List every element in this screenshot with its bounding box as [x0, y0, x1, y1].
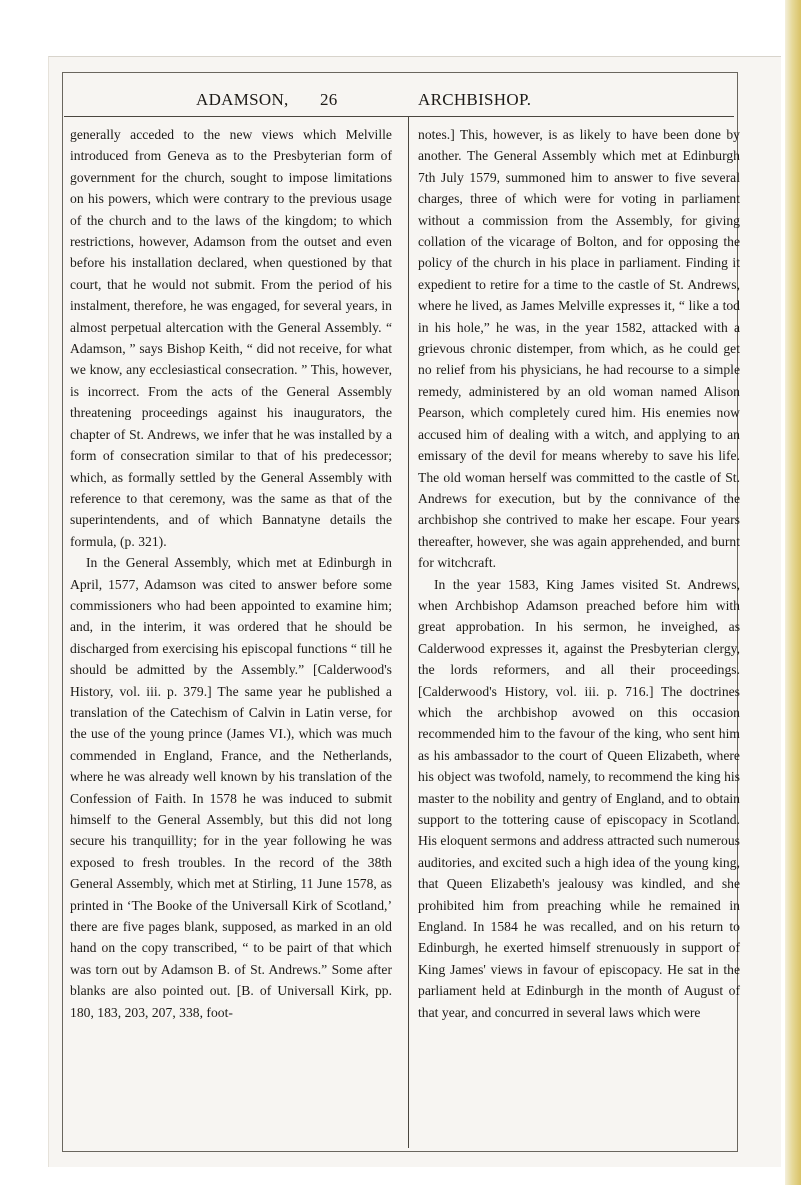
right-paragraph-2: In the year 1583, King James visited St. Andrews, when Archbishop Adamson preached before him with great approbation. In his sermon, he inveighed, as Calderwood expresses it, against the Presbyterian clergy, the lords reformers, and all their proceedings. [Calderwood's History, vol. iii. p. 716.] The doctrines which the archbishop avowed on this occasion recommended him to the favour of the king, who sent him as his ambassador to the court of Queen Elizabeth, where his object was twofold, namely, to recommend the king his master to the nobility and gentry of England, and to obtain support to the tottering cause of episcopacy in Scotland. His eloquent sermons and address attracted such numerous auditories, and excited such a high idea of the young king, that Queen Elizabeth's jealousy was kindled, and she prohibited him from preaching while he remained in England. In 1584 he was recalled, and on his return to Edinburgh, he exerted himself strenuously in support of King James' views in favour of episcopacy. He sat in the parliament held at Edinburgh in the month of August of that year, and concurred in several laws which were — [418, 576, 740, 1020]
column-divider — [408, 116, 409, 1148]
header-rule — [64, 116, 734, 117]
right-paragraph-1: notes.] This, however, is as likely to have been done by another. The General Assembly which met at Edinburgh 7th July 1579, summoned him to answer to five several charges, three of which were for voting in parliament without a commission from the Assembly, for giving collation of the vicarage of Bolton, and for opposing the policy of the church in his place in parliament. Finding it expedient to retire for a time to the castle of St. Andrews, where he lived, as James Melville expresses it, “ like a tod in his hole,” he was, in the year 1582, attacked with a grievous chronic distemper, from which, as he could get no relief from his physicians, he had recourse to a simple remedy, administered by an old woman named Alison Pearson, which completely cured him. His enemies now accused him of dealing with a witch, and applying to an emissary of the devil for means whereby to save his life. The old woman herself was committed to the castle of St. Andrews for execution, but by the connivance of the archbishop she contrived to make her escape. Four years thereafter, however, she was again apprehended, and burnt for witchcraft. — [418, 127, 740, 571]
right-column — [418, 124, 740, 1023]
book-edge — [785, 0, 801, 1185]
running-head-left: ADAMSON, — [196, 90, 289, 109]
running-head-right: ARCHBISHOP. — [418, 90, 532, 109]
left-paragraph-1: generally acceded to the new views which Melville introduced from Geneva as to the Presbyterian form of government for the church, sought to impose limitations on his powers, which were contrary to the previous usage of the church and to the laws of the kingdom; to which restrictions, however, Adamson from the outset and even before his installation declared, when questioned by that court, that he would not submit. From the period of his instalment, therefore, he was engaged, for several years, in almost perpetual altercation with the General Assembly. “ Adamson, ” says Bishop Keith, “ did not receive, for what we know, any ecclesiastical consecration. ” This, however, is incorrect. From the acts of the General Assembly threatening proceedings against his inaugurators, the chapter of St. Andrews, we infer that he was installed by a form of consecration similar to that of his predecessor; which, as formally settled by the General Assembly with reference to that ceremony, was the same as that of the superintendents, and of which Bannatyne details the formula, (p. 321). — [70, 127, 392, 549]
running-head — [66, 90, 734, 114]
page-number: 26 — [320, 90, 338, 109]
left-column — [70, 124, 392, 1023]
left-paragraph-2: In the General Assembly, which met at Edinburgh in April, 1577, Adamson was cited to answer before some commissioners who had been appointed to examine him; and, in the interim, it was ordered that he should be discharged from exercising his episcopal functions “ till he should be admitted by the Assembly.” [Calderwood's History, vol. iii. p. 379.] The same year he published a translation of the Catechism of Calvin in Latin verse, for the use of the young prince (James VI.), which was much commended in England, France, and the Netherlands, where he was already well known by his translation of the Confession of Faith. In 1578 he was induced to submit himself to the General Assembly, but this did not long secure his tranquillity; for in the year following he was exposed to fresh troubles. In the record of the 38th General Assembly, which met at Stirling, 11 June 1578, as printed in ‘The Booke of the Universall Kirk of Scotland,’ there are five pages blank, supposed, as marked in an old hand on the copy transcribed, “ to be pairt of that which was torn out by Adamson B. of St. Andrews.” Some after blanks are also pointed out. [B. of Universall Kirk, pp. 180, 183, 203, 207, 338, foot- — [70, 555, 392, 1020]
